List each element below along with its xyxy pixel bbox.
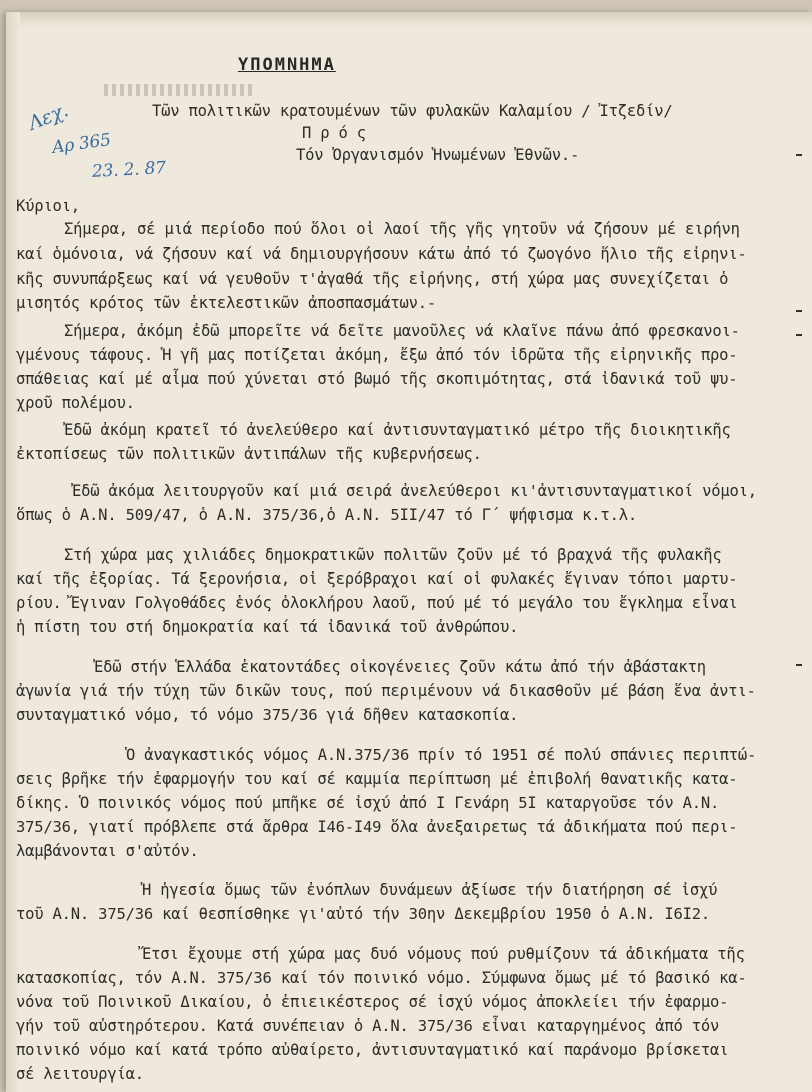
body-line: Ἐδῶ ἀκόμα λειτουργοῦν καί μιά σειρά ἀνελεύθεροι κι'ἀντισυνταγματικοί νόμοι, [72, 482, 757, 500]
handwritten-mark: Λεχ. [25, 99, 72, 135]
body-line: σέ λειτουργία. [16, 1065, 144, 1083]
body-line: γήν τοῦ αὐστηρότερου. Κατά συνέπειαν ὁ Α.Ν. 375/36 εἶναι καταργημένος ἀπό τόν [16, 1017, 720, 1035]
body-line: Ἐδῶ ἀκόμη κρατεῖ τό ἀνελεύθερο καί ἀντισυνταγματικό μέτρο τῆς διοικητικῆς [64, 421, 731, 439]
body-line: ἡ πίστη του στή δημοκρατία καί τά ἰδανικά τοῦ ἀνθρώπου. [16, 618, 519, 636]
body-line: κῆς συνυπάρξεως καί νά γευθοῦν τ'ἀγαθά τῆς εἰρήνης, στή χώρα μας συνεχίζεται ὁ [16, 270, 729, 288]
body-line: σπάθειας καί μέ αἷμα πού χύνεται στό βωμό τῆς σκοπιμότητας, στά ἰδανικά τοῦ ψυ- [16, 370, 738, 388]
handwritten-number: Αρ 365 [50, 129, 113, 159]
document-page [6, 12, 812, 1092]
body-line: Ὁ ἀναγκαστικός νόμος Α.Ν.375/36 πρίν τό 1951 σέ πολύ σπάνιες περιπτώ- [126, 746, 757, 764]
margin-dash [796, 154, 802, 156]
body-line: καί τῆς ἐξορίας. Τά ξερονήσια, οἱ ξερόβραχοι καί οἱ φυλακές ἔγιναν τόποι μαρτυ- [16, 570, 738, 588]
margin-dash [796, 310, 802, 312]
margin-dash [796, 334, 802, 336]
body-line: κατασκοπίας, τόν Α.Ν. 375/36 καί τόν ποινικό νόμο. Σύμφωνα ὅμως μέ τό βασικό κα- [16, 969, 747, 987]
body-line: λαμβάνονται σ'αὐτόν. [16, 842, 199, 860]
heading-line: Τῶν πολιτικῶν κρατουμένων τῶν φυλακῶν Καλαμίου / Ἰτζεδίν/ [152, 102, 673, 120]
body-line: νόνα τοῦ Ποινικοῦ Δικαίου, ὁ ἐπιεικέστερος σέ ἰσχύ νόμος ἀποκλείει τήν ἐφαρμο- [16, 993, 729, 1011]
body-line: δίκης. Ὁ ποινικός νόμος πού μπῆκε σέ ἰσχύ ἀπό Ι Γενάρη 5Ι καταργοῦσε τόν Α.Ν. [16, 794, 720, 812]
body-line: 375/36, γιατί πρόβλεπε στά ἄρθρα Ι46-Ι49 ὅλα ἀνεξαιρετως τά ἀδικήματα πού περι- [16, 818, 738, 836]
heading-line: Π ρ ό ς [302, 124, 366, 142]
salutation: Κύριοι, [16, 197, 80, 215]
body-line: ἀγωνία γιά τήν τύχη τῶν δικῶν τους, πού περιμένουν νά δικασθοῦν μέ βάση ἕνα ἀντι- [16, 682, 756, 700]
body-line: Ἡ ἡγεσία ὅμως τῶν ἐνόπλων δυνάμεων ἀξίωσε τήν διατήρηση σέ ἰσχύ [142, 881, 718, 899]
body-line: τοῦ Α.Ν. 375/36 καί θεσπίσθηκε γι'αὐτό τήν 30ην Δεκεμβρίου 1950 ὁ Α.Ν. Ι6Ι2. [16, 905, 711, 923]
body-line: Ἐδῶ στήν Ἑλλάδα ἑκατοντάδες οἰκογένειες ζοῦν κάτω ἀπό τήν ἀβάστακτη [94, 658, 706, 676]
handwritten-date: 23. 2. 87 [91, 158, 167, 182]
body-line: Σήμερα, ἀκόμη ἐδῶ μπορεῖτε νά δεῖτε μανοῦλες νά κλαῖνε πάνω ἀπό φρεσκανοι- [64, 322, 740, 340]
body-line: ὅπως ὁ Α.Ν. 509/47, ὁ Α.Ν. 375/36,ὁ Α.Ν. 5ΙΙ/47 τό Γ΄ ψήφισμα κ.τ.λ. [16, 506, 637, 524]
body-line: συνταγματικό νόμο, τό νόμο 375/36 γιά δῆθεν κατασκοπία. [16, 706, 519, 724]
body-line: γμένους τάφους. Ἡ γῆ μας ποτίζεται ἀκόμη, ἔξω ἀπό τόν ἱδρῶτα τῆς εἰρηνικῆς προ- [16, 346, 738, 364]
body-line: ρίου. Ἔγιναν Γολγοθάδες ἑνός ὁλοκλήρου λαοῦ, πού μέ τό μεγάλο του ἔγκλημα εἶναι [16, 594, 738, 612]
typed-text [6, 12, 812, 1092]
margin-dash [796, 664, 802, 666]
body-line: Ἔτσι ἔχουμε στή χώρα μας δυό νόμους πού ρυθμίζουν τά ἀδικήματα τῆς [142, 945, 745, 963]
body-line: Στή χώρα μας χιλιάδες δημοκρατικῶν πολιτῶν ζοῦν μέ τό βραχνά τῆς φυλακῆς [64, 546, 722, 564]
heading-line: Τόν Ὀργανισμόν Ἡνωμένων Ἐθνῶν.- [296, 146, 580, 164]
body-line: μισητός κρότος τῶν ἐκτελεστικῶν ἀποσπασμάτων.- [16, 294, 437, 312]
body-line: καί ὁμόνοια, νά ζήσουν καί νά δημιουργήσουν κάτω ἀπό τό ζωογόνο ἥλιο τῆς εἰρηνι- [16, 245, 747, 263]
body-line: σεις βρῆκε τήν ἐφαρμογήν του καί σέ καμμία περίπτωση μέ ἐπιβολή θανατικῆς κατα- [16, 770, 738, 788]
body-line: Σήμερα, σέ μιά περίοδο πού ὅλοι οἱ λαοί τῆς γῆς γητοῦν νά ζήσουν μέ ειρήνη [64, 220, 740, 238]
body-line: ἐκτοπίσεως τῶν πολιτικῶν ἀντιπάλων τῆς κυβερνήσεως. [16, 445, 482, 463]
body-line: χροῦ πολέμου. [16, 394, 135, 412]
body-line: ποινικό νόμο καί κατά τρόπο αὐθαίρετο, ἀντισυνταγματικό καί παράνομο βρίσκεται [16, 1041, 729, 1059]
document-title: ΥΠΟΜΝΗΜΑ [238, 55, 336, 75]
